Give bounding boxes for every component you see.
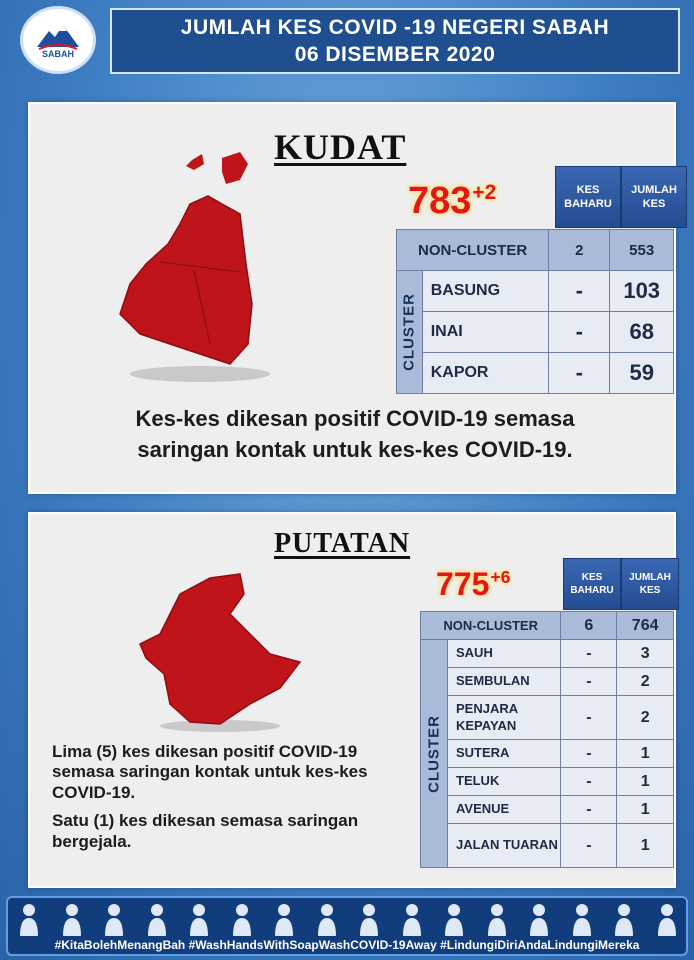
cluster-total: 2 [617,696,674,740]
cluster-total: 68 [610,312,674,353]
putatan-header-new-cases: KES BAHARU [563,558,621,610]
kudat-description-line2: saringan kontak untuk kes-kes COVID-19. [137,436,573,462]
putatan-description-2: Satu (1) kes dikesan semasa saringan bergejala. [52,811,359,851]
table-row [421,696,674,740]
cluster-group [421,640,448,868]
cluster-new: - [549,353,610,394]
cluster-total: 1 [617,768,674,796]
hashtags-text: #KitaBolehMenangBah #WashHandsWithSoapWashCOVID-19Away #LindungiDiriAndaLindungiMereka [54,938,640,952]
kudat-map [90,144,290,404]
putatan-panel [28,512,676,888]
cluster-new: - [561,824,617,868]
person-icon [358,902,380,936]
non-cluster-label: NON-CLUSTER [421,612,561,640]
putatan-description [52,742,412,860]
cluster-total: 1 [617,824,674,868]
person-icon [486,902,508,936]
cluster-name: SUTERA [448,740,561,768]
cluster-label: CLUSTER [425,714,443,793]
table-row [397,271,674,312]
cluster-total: 1 [617,740,674,768]
cluster-new: - [561,796,617,824]
cluster-new: - [561,696,617,740]
kudat-description-line1: Kes-kes dikesan positif COVID-19 semasa [135,406,575,431]
table-row [421,612,674,640]
putatan-header-total-cases: JUMLAH KES [621,558,679,610]
cluster-name: SAUH [448,640,561,668]
kudat-header-total-cases: JUMLAH KES [621,166,687,228]
cluster-new: - [561,640,617,668]
kudat-header-new-cases: KES BAHARU [555,166,621,228]
person-icon [146,902,168,936]
person-icon [273,902,295,936]
person-icon [231,902,253,936]
cluster-name: TELUK [448,768,561,796]
putatan-map [110,554,310,754]
table-row [421,824,674,868]
cluster-label: CLUSTER [400,293,418,371]
non-cluster-new: 2 [549,230,610,271]
cluster-new: - [561,740,617,768]
cluster-new: - [549,271,610,312]
page-title: JUMLAH KES COVID -19 NEGERI SABAH [180,15,610,39]
page-date: 06 DISEMBER 2020 [294,42,496,66]
kudat-total-increase: +2 [472,181,497,205]
table-row [421,796,674,824]
cluster-group [397,271,423,394]
person-icon [61,902,83,936]
table-row [421,740,674,768]
table-row [397,353,674,394]
kudat-case-table [396,229,674,394]
putatan-total-increase: +6 [490,567,511,588]
table-row [397,230,674,271]
hashtag-footer [6,896,688,956]
person-icon [401,902,423,936]
putatan-total-cases [436,566,510,603]
cluster-name: KAPOR [422,353,549,394]
cluster-name: BASUNG [422,271,549,312]
mountain-logo-icon [35,21,81,51]
cluster-new: - [561,768,617,796]
non-cluster-total: 764 [617,612,674,640]
kudat-title: KUDAT [274,127,407,167]
kudat-total-value: 783 [408,180,472,222]
person-icon [528,902,550,936]
table-row [421,768,674,796]
kudat-panel [28,102,676,494]
person-icon [656,902,678,936]
person-icon [103,902,125,936]
table-row [421,640,674,668]
cluster-total: 3 [617,640,674,668]
table-row [421,668,674,696]
cluster-name: JALAN TUARAN [448,824,561,868]
non-cluster-new: 6 [561,612,617,640]
kudat-description [50,404,660,466]
person-icon [18,902,40,936]
person-icon [571,902,593,936]
logo-text: SABAH [41,49,74,59]
cluster-name: AVENUE [448,796,561,824]
cluster-total: 1 [617,796,674,824]
cluster-name: SEMBULAN [448,668,561,696]
cluster-new: - [561,668,617,696]
kudat-total-cases [408,180,496,223]
cluster-total: 59 [610,353,674,394]
sabah-health-logo [20,6,96,74]
putatan-case-table [420,611,674,868]
cluster-total: 103 [610,271,674,312]
cluster-total: 2 [617,668,674,696]
putatan-description-1: Lima (5) kes dikesan positif COVID-19 semasa saringan kontak untuk kes-kes COVID-19. [52,742,368,802]
non-cluster-total: 553 [610,230,674,271]
table-row [397,312,674,353]
person-icon [188,902,210,936]
frontliner-figures [18,902,678,936]
cluster-name: PENJARA KEPAYAN [448,696,561,740]
putatan-title: PUTATAN [274,528,411,559]
cluster-name: INAI [422,312,549,353]
cluster-new: - [549,312,610,353]
putatan-total-value: 775 [436,566,490,602]
page-header [110,8,680,74]
person-icon [613,902,635,936]
person-icon [316,902,338,936]
person-icon [443,902,465,936]
non-cluster-label: NON-CLUSTER [397,230,549,271]
